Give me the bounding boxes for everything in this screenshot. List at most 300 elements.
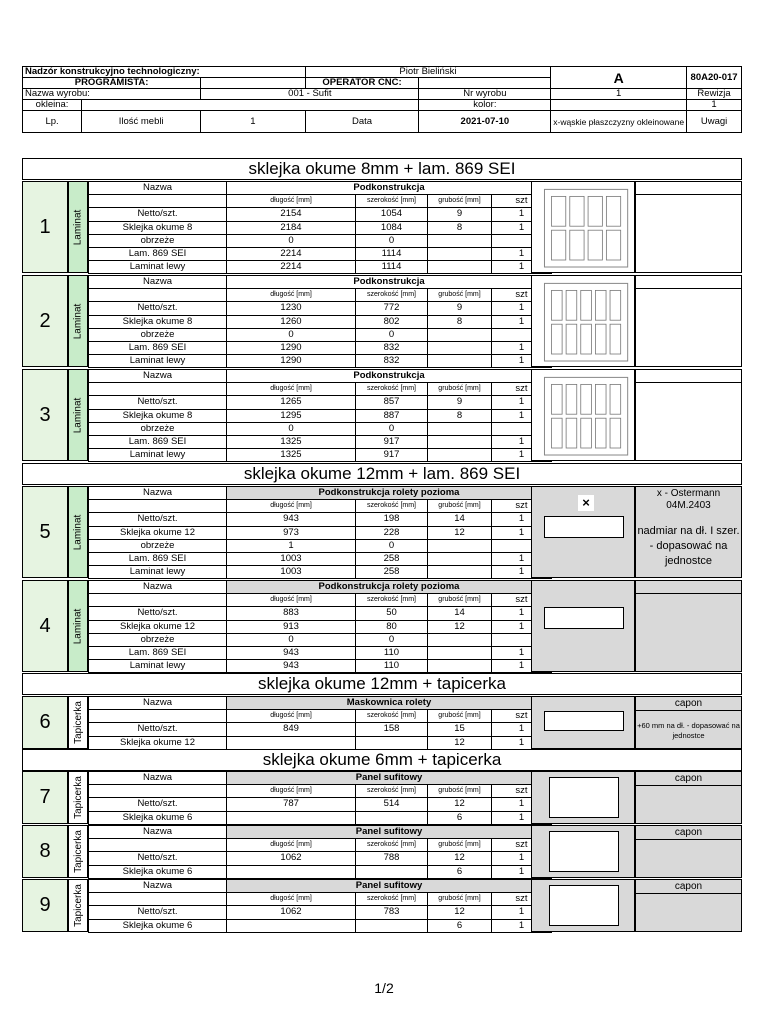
part-block [22, 369, 742, 461]
thickness-value: 8 [428, 409, 492, 422]
thickness-value: 12 [428, 620, 492, 633]
remarks-label: Uwagi [687, 111, 742, 133]
blank-cell [89, 710, 227, 723]
thickness-value: 12 [428, 526, 492, 539]
table-row [89, 409, 552, 422]
blank-cell [89, 785, 227, 798]
panel-opening [606, 230, 620, 260]
section-title: sklejka okume 12mm + lam. 869 SEI [22, 463, 742, 485]
thickness-value [428, 341, 492, 354]
row-name: Sklejka okume 12 [89, 736, 227, 749]
qty-header: szt [492, 289, 552, 302]
row-name: Sklejka okume 6 [89, 919, 227, 932]
drawing-area [531, 275, 635, 367]
table-row [89, 182, 552, 195]
length-value: 1 [227, 539, 356, 552]
qty-value: 1 [492, 646, 552, 659]
thickness-value: 9 [428, 396, 492, 409]
thickness-value [428, 566, 492, 579]
row-name: Netto/szt. [89, 798, 227, 811]
width-header: szerokość [mm] [356, 289, 428, 302]
width-header: szerokość [mm] [356, 195, 428, 208]
table-row [89, 852, 552, 865]
table-row [89, 798, 552, 811]
product-no-value: 1 [551, 89, 687, 100]
length-value: 1062 [227, 852, 356, 865]
width-value: 832 [356, 355, 428, 368]
parts-table [88, 771, 552, 825]
side-label [68, 771, 88, 824]
width-value: 110 [356, 660, 428, 673]
side-label [68, 486, 88, 578]
panel-opening [606, 196, 620, 226]
panel-opening [610, 384, 621, 414]
row-name: Lam. 869 SEI [89, 552, 227, 565]
veneer-label: okleina: [23, 100, 82, 111]
side-label-text: Laminat [72, 397, 84, 433]
panel-opening [551, 384, 562, 414]
product-value: 001 - Sufit [201, 89, 419, 100]
thickness-value [428, 234, 492, 247]
row-name: obrzeże [89, 234, 227, 247]
length-value: 913 [227, 620, 356, 633]
length-value: 1290 [227, 355, 356, 368]
panel-opening [551, 324, 562, 354]
qty-value: 1 [492, 513, 552, 526]
revision-letter: A [551, 67, 687, 89]
length-value: 849 [227, 723, 356, 736]
thickness-value: 6 [428, 811, 492, 824]
length-value: 883 [227, 607, 356, 620]
panel-opening [581, 384, 592, 414]
table-row [89, 195, 552, 208]
row-name: Netto/szt. [89, 302, 227, 315]
side-label [68, 369, 88, 461]
length-value: 1260 [227, 315, 356, 328]
side-label [68, 825, 88, 878]
width-value [356, 865, 428, 878]
table-row [89, 772, 552, 785]
panel-outline [544, 377, 627, 455]
drawing-area [531, 181, 635, 273]
part-number: 8 [22, 825, 68, 878]
table-row [89, 487, 552, 500]
table-row [89, 723, 552, 736]
blank-cell [89, 383, 227, 396]
table-row [89, 893, 552, 906]
thickness-value: 8 [428, 315, 492, 328]
length-value: 943 [227, 513, 356, 526]
length-header: długość [mm] [227, 839, 356, 852]
width-value: 80 [356, 620, 428, 633]
length-value: 2214 [227, 247, 356, 260]
qty-value: 1 [492, 355, 552, 368]
row-name: Netto/szt. [89, 906, 227, 919]
color-label: kolor: [419, 100, 551, 111]
width-value: 0 [356, 234, 428, 247]
remarks-header: capon [636, 826, 741, 840]
table-row [89, 594, 552, 607]
name-header: Nazwa [89, 826, 227, 839]
length-header: długość [mm] [227, 383, 356, 396]
row-name: Netto/szt. [89, 513, 227, 526]
remarks-header: capon [636, 772, 741, 786]
qty-value: 1 [492, 660, 552, 673]
product-label: Nazwa wyrobu: [23, 89, 201, 100]
panel-outline [544, 189, 627, 267]
drawing-area [531, 580, 635, 672]
row-name: Laminat lewy [89, 355, 227, 368]
row-name: Sklejka okume 6 [89, 865, 227, 878]
table-row [89, 646, 552, 659]
panel-opening [581, 290, 592, 320]
remarks-header: x - Ostermann 04M.2403 [656, 488, 721, 511]
thickness-value [428, 539, 492, 552]
thickness-header: grubość [mm] [428, 785, 492, 798]
row-name: obrzeże [89, 328, 227, 341]
thickness-value [428, 355, 492, 368]
remarks-header [636, 276, 741, 289]
panel-opening [566, 324, 577, 354]
width-value [356, 919, 428, 932]
date-label: Data [305, 111, 419, 133]
remarks-text: nadmiar na dł. I szer. - dopasować na jednostce [637, 525, 740, 567]
part-shape [544, 516, 624, 538]
table-row [89, 919, 552, 932]
thickness-value: 14 [428, 513, 492, 526]
row-name: Sklejka okume 8 [89, 315, 227, 328]
row-name: Netto/szt. [89, 723, 227, 736]
remarks-header: capon [636, 880, 741, 894]
panel-opening [595, 324, 606, 354]
table-row [89, 697, 552, 710]
length-header: długość [mm] [227, 289, 356, 302]
blank-cell [89, 893, 227, 906]
side-label-text: Laminat [72, 303, 84, 339]
row-name: Sklejka okume 6 [89, 811, 227, 824]
panel-opening [588, 196, 602, 226]
panel-opening [581, 324, 592, 354]
thickness-value [428, 328, 492, 341]
table-row [89, 341, 552, 354]
x-mark: × [578, 495, 594, 511]
length-value: 973 [227, 526, 356, 539]
thickness-value [428, 261, 492, 274]
length-value: 0 [227, 234, 356, 247]
side-label [68, 879, 88, 932]
section-title: sklejka okume 8mm + lam. 869 SEI [22, 158, 742, 180]
remarks-header [636, 370, 741, 383]
width-value: 1084 [356, 221, 428, 234]
panel-opening [566, 384, 577, 414]
row-name: Netto/szt. [89, 852, 227, 865]
row-name: Laminat lewy [89, 449, 227, 462]
row-name: Sklejka okume 12 [89, 526, 227, 539]
row-name: Netto/szt. [89, 208, 227, 221]
width-value: 1054 [356, 208, 428, 221]
length-value: 1265 [227, 396, 356, 409]
parts-table [88, 879, 552, 933]
side-label-text: Tapicerka [72, 829, 84, 873]
panel-opening [566, 418, 577, 448]
length-value: 1290 [227, 341, 356, 354]
part-heading: Panel sufitowy [227, 880, 552, 893]
width-value: 110 [356, 646, 428, 659]
table-row [89, 736, 552, 749]
part-heading: Podkonstrukcja [227, 276, 552, 289]
length-value: 1062 [227, 906, 356, 919]
table-row [89, 302, 552, 315]
row-name: Laminat lewy [89, 261, 227, 274]
panel-sketch [532, 370, 634, 460]
qty-value: 1 [492, 607, 552, 620]
width-value: 857 [356, 396, 428, 409]
thickness-value [428, 247, 492, 260]
length-value: 1325 [227, 449, 356, 462]
section-title: sklejka okume 12mm + tapicerka [22, 673, 742, 695]
table-row [89, 906, 552, 919]
remarks-header [636, 182, 741, 195]
qty-value: 1 [201, 111, 305, 133]
page-number: 1/2 [374, 980, 394, 996]
width-value: 258 [356, 552, 428, 565]
length-value: 2184 [227, 221, 356, 234]
thickness-value [428, 552, 492, 565]
table-row [89, 289, 552, 302]
qty-value: 1 [492, 247, 552, 260]
part-block [22, 771, 742, 824]
qty-header: szt [492, 710, 552, 723]
thickness-header: grubość [mm] [428, 893, 492, 906]
length-value: 787 [227, 798, 356, 811]
remarks-cell [635, 696, 742, 749]
thickness-header: grubość [mm] [428, 594, 492, 607]
width-value: 0 [356, 539, 428, 552]
thickness-value: 9 [428, 302, 492, 315]
table-row [89, 261, 552, 274]
drawing-area [531, 486, 635, 578]
qty-value: 1 [492, 526, 552, 539]
part-shape [549, 885, 620, 926]
parts-table [88, 275, 552, 368]
row-name: obrzeże [89, 633, 227, 646]
length-header: długość [mm] [227, 500, 356, 513]
name-header: Nazwa [89, 487, 227, 500]
thickness-value: 6 [428, 919, 492, 932]
qty-header: szt [492, 383, 552, 396]
thickness-value: 12 [428, 736, 492, 749]
part-heading: Maskownica rolety [227, 697, 552, 710]
width-value: 887 [356, 409, 428, 422]
thickness-value: 12 [428, 852, 492, 865]
name-header: Nazwa [89, 276, 227, 289]
remarks-cell [635, 275, 742, 367]
part-number: 9 [22, 879, 68, 932]
row-name: Lam. 869 SEI [89, 247, 227, 260]
table-row [89, 826, 552, 839]
table-row [89, 811, 552, 824]
side-label [68, 275, 88, 367]
length-value: 1325 [227, 435, 356, 448]
name-header: Nazwa [89, 880, 227, 893]
panel-opening [551, 196, 565, 226]
panel-opening [566, 290, 577, 320]
part-block [22, 879, 742, 932]
thickness-value [428, 646, 492, 659]
length-value: 0 [227, 328, 356, 341]
remarks-cell [635, 486, 742, 578]
table-row [89, 865, 552, 878]
part-block [22, 486, 742, 578]
panel-opening [581, 418, 592, 448]
table-row [89, 526, 552, 539]
supervisor-label: Nadzór konstrukcyjno technologiczny: [23, 67, 306, 78]
part-block [22, 825, 742, 878]
table-row [89, 552, 552, 565]
table-row [89, 383, 552, 396]
panel-sketch [532, 276, 634, 366]
drawing-area [531, 771, 635, 824]
part-shape [549, 777, 620, 818]
length-value: 943 [227, 660, 356, 673]
qty-value: 1 [492, 221, 552, 234]
table-row [89, 500, 552, 513]
remarks-cell [635, 580, 742, 672]
qty-value: 1 [492, 919, 552, 932]
remarks-cell [635, 369, 742, 461]
width-header: szerokość [mm] [356, 839, 428, 852]
row-name: Lam. 869 SEI [89, 646, 227, 659]
table-row [89, 449, 552, 462]
part-heading: Panel sufitowy [227, 826, 552, 839]
remarks-cell [635, 181, 742, 273]
qty-value: 1 [492, 620, 552, 633]
thickness-value [428, 435, 492, 448]
length-value [227, 811, 356, 824]
qty-value: 1 [492, 566, 552, 579]
table-row [89, 221, 552, 234]
row-name: Sklejka okume 8 [89, 409, 227, 422]
table-row [89, 513, 552, 526]
part-shape [544, 607, 624, 629]
table-row [89, 785, 552, 798]
remarks-cell [635, 825, 742, 878]
part-number: 4 [22, 580, 68, 672]
side-label [68, 580, 88, 672]
qty-value: 1 [492, 865, 552, 878]
table-row [89, 839, 552, 852]
length-value: 1003 [227, 566, 356, 579]
remarks-cell [635, 771, 742, 824]
width-header: szerokość [mm] [356, 893, 428, 906]
side-label-text: Tapicerka [72, 700, 84, 744]
drawing-area [531, 696, 635, 749]
name-header: Nazwa [89, 772, 227, 785]
thickness-header: grubość [mm] [428, 710, 492, 723]
qty-value: 1 [492, 435, 552, 448]
row-name: Lam. 869 SEI [89, 435, 227, 448]
width-value: 50 [356, 607, 428, 620]
qty-value: 1 [492, 261, 552, 274]
row-name: Lam. 869 SEI [89, 341, 227, 354]
qty-header: szt [492, 893, 552, 906]
lp-label: Lp. [23, 111, 82, 133]
qty-header: szt [492, 594, 552, 607]
length-value: 1230 [227, 302, 356, 315]
name-header: Nazwa [89, 370, 227, 383]
table-row [89, 247, 552, 260]
part-number: 6 [22, 696, 68, 749]
table-row [89, 620, 552, 633]
side-label [68, 181, 88, 273]
part-number: 5 [22, 486, 68, 578]
panel-opening [551, 418, 562, 448]
length-value: 2154 [227, 208, 356, 221]
width-value [356, 736, 428, 749]
part-heading: Podkonstrukcja [227, 182, 552, 195]
row-name: Netto/szt. [89, 396, 227, 409]
thickness-header: grubość [mm] [428, 383, 492, 396]
parts-table [88, 580, 552, 673]
side-label-text: Laminat [72, 608, 84, 644]
parts-table [88, 369, 552, 462]
length-value: 943 [227, 646, 356, 659]
supervisor-value: Piotr Bieliński [305, 67, 551, 78]
width-value: 783 [356, 906, 428, 919]
operator-label: OPERATOR CNC: [305, 78, 419, 89]
qty-value: 1 [492, 736, 552, 749]
part-block [22, 275, 742, 367]
width-value: 514 [356, 798, 428, 811]
width-value: 228 [356, 526, 428, 539]
width-value [356, 811, 428, 824]
name-header: Nazwa [89, 581, 227, 594]
narrow-label: x-wąskie płaszczyzny okleinowane [551, 111, 687, 133]
panel-opening [610, 324, 621, 354]
length-value: 1003 [227, 552, 356, 565]
length-value: 0 [227, 633, 356, 646]
part-number: 1 [22, 181, 68, 273]
width-header: szerokość [mm] [356, 785, 428, 798]
qty-value: 1 [492, 906, 552, 919]
qty-value: 1 [492, 302, 552, 315]
width-header: szerokość [mm] [356, 594, 428, 607]
side-label [68, 696, 88, 749]
length-header: długość [mm] [227, 893, 356, 906]
width-value: 788 [356, 852, 428, 865]
table-row [89, 328, 552, 341]
width-value: 917 [356, 435, 428, 448]
panel-opening [595, 290, 606, 320]
thickness-header: grubość [mm] [428, 839, 492, 852]
length-header: długość [mm] [227, 785, 356, 798]
thickness-header: grubość [mm] [428, 500, 492, 513]
product-no-label: Nr wyrobu [419, 89, 551, 100]
width-header: szerokość [mm] [356, 710, 428, 723]
row-name: obrzeże [89, 422, 227, 435]
thickness-value: 12 [428, 798, 492, 811]
part-block [22, 696, 742, 749]
revision-label: Rewizja [687, 89, 742, 100]
part-block [22, 580, 742, 672]
panel-opening [570, 196, 584, 226]
thickness-header: grubość [mm] [428, 289, 492, 302]
thickness-value [428, 422, 492, 435]
remarks-text: +60 mm na dł. - dopasować na jednostce [637, 721, 740, 740]
drawing-area [531, 825, 635, 878]
width-value: 802 [356, 315, 428, 328]
table-row [89, 315, 552, 328]
